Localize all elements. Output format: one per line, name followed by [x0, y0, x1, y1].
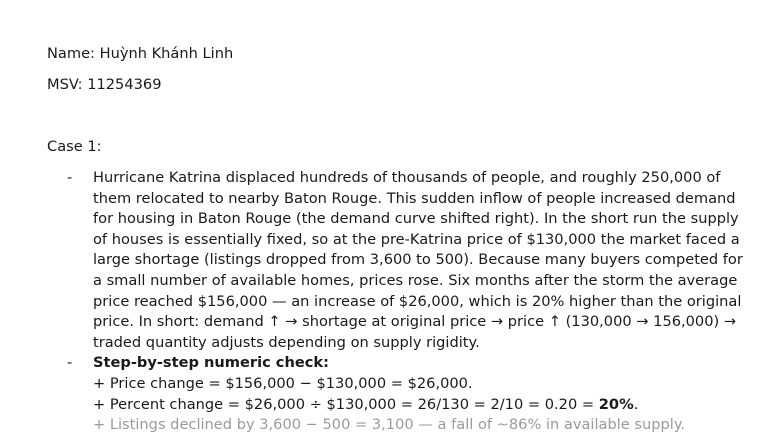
percent-value: 20%: [598, 395, 634, 413]
row-suffix: .: [633, 395, 639, 413]
percent-change-row: [93, 395, 745, 416]
student-name: Name: Huỳnh Khánh Linh: [47, 45, 234, 62]
numeric-check-heading: Step-by-step numeric check:: [93, 354, 329, 372]
list-item: [0, 168, 745, 353]
list-item: [0, 353, 745, 435]
student-id: MSV: 11254369: [47, 76, 162, 93]
cut-off-row: + Listings declined by 3,600 − 500 = 3,100 — a fall of ~86% in available supply.: [93, 416, 686, 434]
price-change-row: [93, 374, 745, 395]
bullet-dash: -: [67, 354, 73, 372]
case-heading: Case 1:: [47, 138, 102, 155]
case-explanation-paragraph: Hurricane Katrina displaced hundreds of thousands of people, and roughly 250,000 of them relocated to nearby Baton Rouge. This sudden inflow of people increased demand for housing in Baton Rouge (the demand curve shifted right). In the short run the supply of houses is essentially fixed, so at the pre-Katrina price of $130,000 the market faced a large shortage (listings dropped from 3,600 to 500). Because many buyers competed for a small number of available homes, prices rose. Six months after the storm the average price reached $156,000 — an increase of $26,000, which is 20% higher than the original price. In short: demand ↑ → shortage at original price → price ↑ (130,000 → 156,000) → traded quantity adjusts depending on supply rigidity.: [93, 169, 743, 351]
row-text: Percent change = $26,000 ÷ $130,000 = 26/130 = 2/10 = 0.20 =: [109, 395, 599, 413]
bullet-dash: -: [67, 169, 73, 186]
row-prefix: +: [93, 374, 110, 392]
row-prefix: +: [93, 395, 110, 413]
case-bullet-list: [0, 168, 784, 436]
row-text: Price change = $156,000 − $130,000 = $26,000.: [109, 374, 473, 392]
